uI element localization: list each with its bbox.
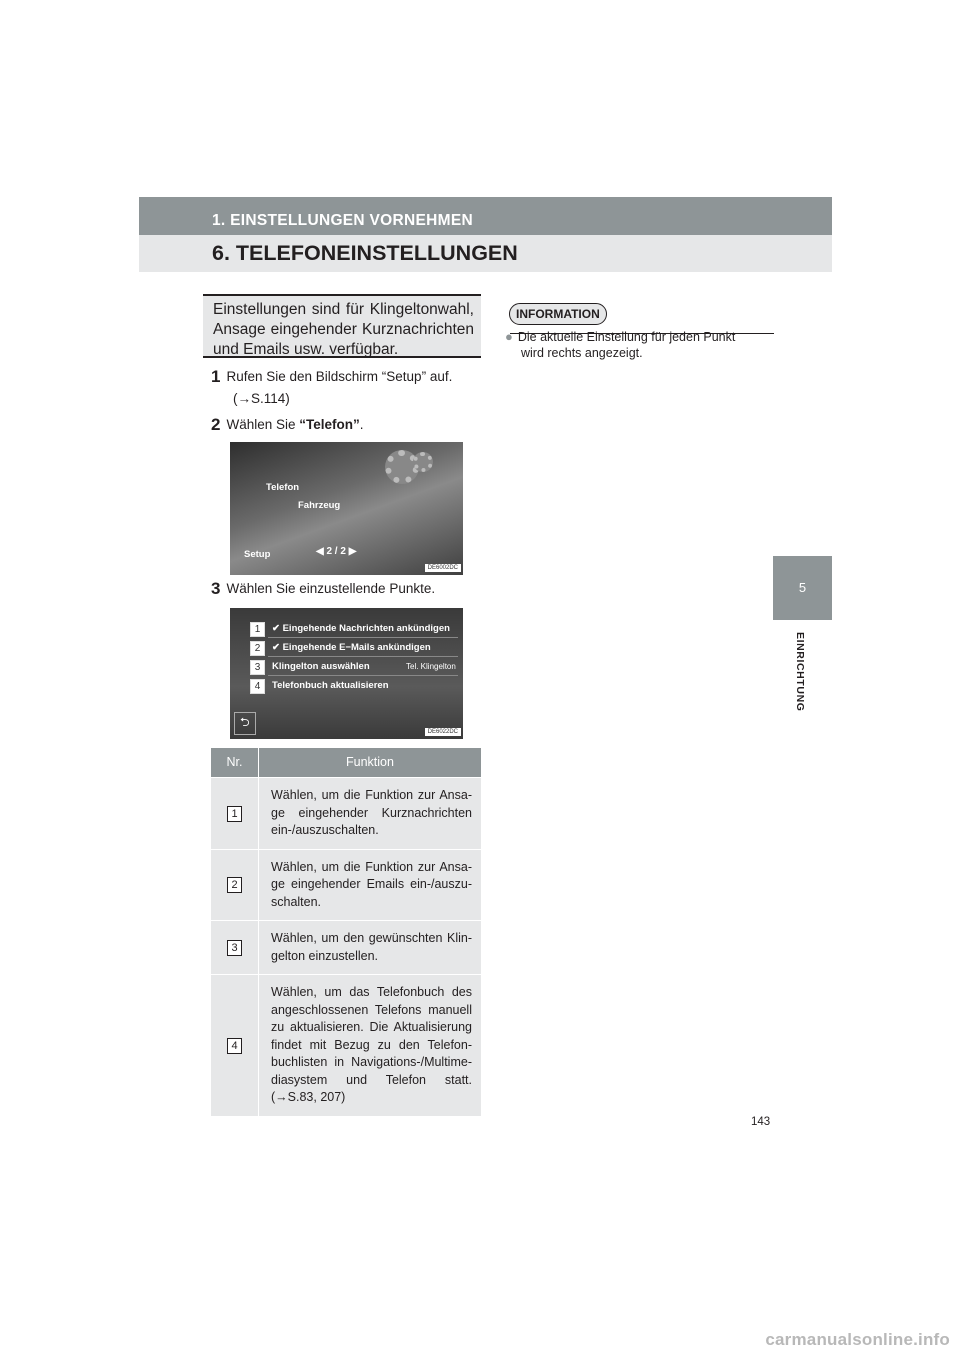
- screen-item-row: [268, 641, 458, 657]
- screen-item-value: Tel. Klingelton: [406, 662, 456, 671]
- row-function-text: Wählen, um die Funktion zur Ansa-ge eingehender Kurznachrichten ein-/auszuschalten.: [259, 778, 482, 850]
- row-number: 1: [227, 806, 242, 822]
- step-3: [211, 578, 435, 600]
- screen-item-row: [268, 622, 458, 638]
- info-label: INFORMATION: [509, 303, 607, 325]
- chapter-number: 5: [798, 580, 807, 595]
- bullet-icon: ●: [505, 329, 513, 344]
- table-row: [211, 849, 481, 921]
- step-2: [211, 414, 364, 436]
- screen-item-number: 4: [250, 679, 265, 694]
- page-number: 143: [751, 1116, 771, 1128]
- step-number: 2: [211, 415, 221, 434]
- watermark: carmanualsonline.info: [765, 1330, 950, 1349]
- info-text: [505, 329, 769, 361]
- image-code: DE6002DC: [425, 564, 461, 572]
- function-table: [211, 748, 481, 1116]
- section-header: [139, 197, 832, 235]
- chapter-tab: [773, 556, 832, 620]
- step-text: Wählen Sie: [226, 417, 300, 432]
- row-number: 2: [227, 877, 242, 893]
- step-text: Wählen Sie einzustellende Punkte.: [226, 581, 436, 596]
- screen-setup-label: Setup: [244, 549, 271, 560]
- table-header-row: [211, 748, 481, 778]
- screen-page-indicator: ◀ 2 / 2 ▶: [316, 546, 357, 557]
- step-number: 1: [211, 367, 221, 386]
- table-row: [211, 778, 481, 850]
- screen-item-label: ✔ Eingehende Nachrichten ankündigen: [272, 623, 450, 634]
- telefon-settings-image: [230, 608, 463, 739]
- back-icon: ⮌: [234, 712, 256, 735]
- step-1: [211, 366, 452, 410]
- section-title: 1. EINSTELLUNGEN VORNEHMEN: [212, 212, 473, 229]
- row-number-cell: [211, 778, 259, 850]
- step-reference: (→S.114): [233, 391, 290, 406]
- screen-item-number: 2: [250, 641, 265, 656]
- row-number: 3: [227, 940, 242, 956]
- screen-item-label: ✔ Eingehende E−Mails ankündigen: [272, 642, 431, 653]
- row-function-text: Wählen, um die Funktion zur Ansa-ge eingehender Emails ein-/auszu-schalten.: [259, 849, 482, 921]
- step-text: Rufen Sie den Bildschirm “Setup” auf.: [226, 369, 453, 384]
- chapter-header: [139, 235, 832, 272]
- info-line-1: Die aktuelle Einstellung für jeden Punkt: [517, 330, 736, 344]
- gear-small-icon: [413, 452, 433, 472]
- setup-screen-image: [230, 442, 463, 575]
- screen-item-label: Klingelton auswählen: [272, 661, 370, 672]
- table-row: [211, 921, 481, 975]
- screen-item-number: 1: [250, 622, 265, 637]
- screen-item-row: [268, 660, 458, 676]
- chapter-tab-label: EINRICHTUNG: [794, 632, 806, 712]
- screen-item-row: [268, 679, 458, 694]
- row-number-cell: [211, 921, 259, 975]
- step-number: 3: [211, 579, 221, 598]
- row-function-text: Wählen, um den gewünschten Klin-gelton einzustellen.: [259, 921, 482, 975]
- row-number-cell: [211, 975, 259, 1116]
- image-code: DE6022DC: [425, 728, 461, 736]
- intro-box: Einstellungen sind für Klingeltonwahl, Ansage eingehender Kurznachrichten und Emails usw. verfügbar.: [203, 294, 481, 358]
- row-number-cell: [211, 849, 259, 921]
- row-function-text: Wählen, um das Telefonbuch des angeschlossenen Telefons manuell zu aktualisieren. Die Aktualisierung findet mit Bezug zu den Telefon-buchlisten in Navigations-/Multime-diasystem und Telefon statt. (→S.83, 207): [259, 975, 482, 1116]
- screen-telefon-label: Telefon: [266, 482, 300, 493]
- screen-item-label: Telefonbuch aktualisieren: [272, 680, 389, 691]
- screen-fahrzeug-label: Fahrzeug: [298, 500, 341, 511]
- chapter-title: 6. TELEFONEINSTELLUNGEN: [212, 241, 518, 265]
- info-line-2: wird rechts angezeigt.: [521, 346, 643, 360]
- screen-item-number: 3: [250, 660, 265, 675]
- step-text-suffix: .: [359, 417, 364, 432]
- step-text-bold: “Telefon”: [299, 417, 360, 432]
- column-header-funktion: Funktion: [259, 748, 482, 778]
- table-row: [211, 975, 481, 1116]
- row-number: 4: [227, 1038, 242, 1054]
- column-header-nr: Nr.: [211, 748, 259, 778]
